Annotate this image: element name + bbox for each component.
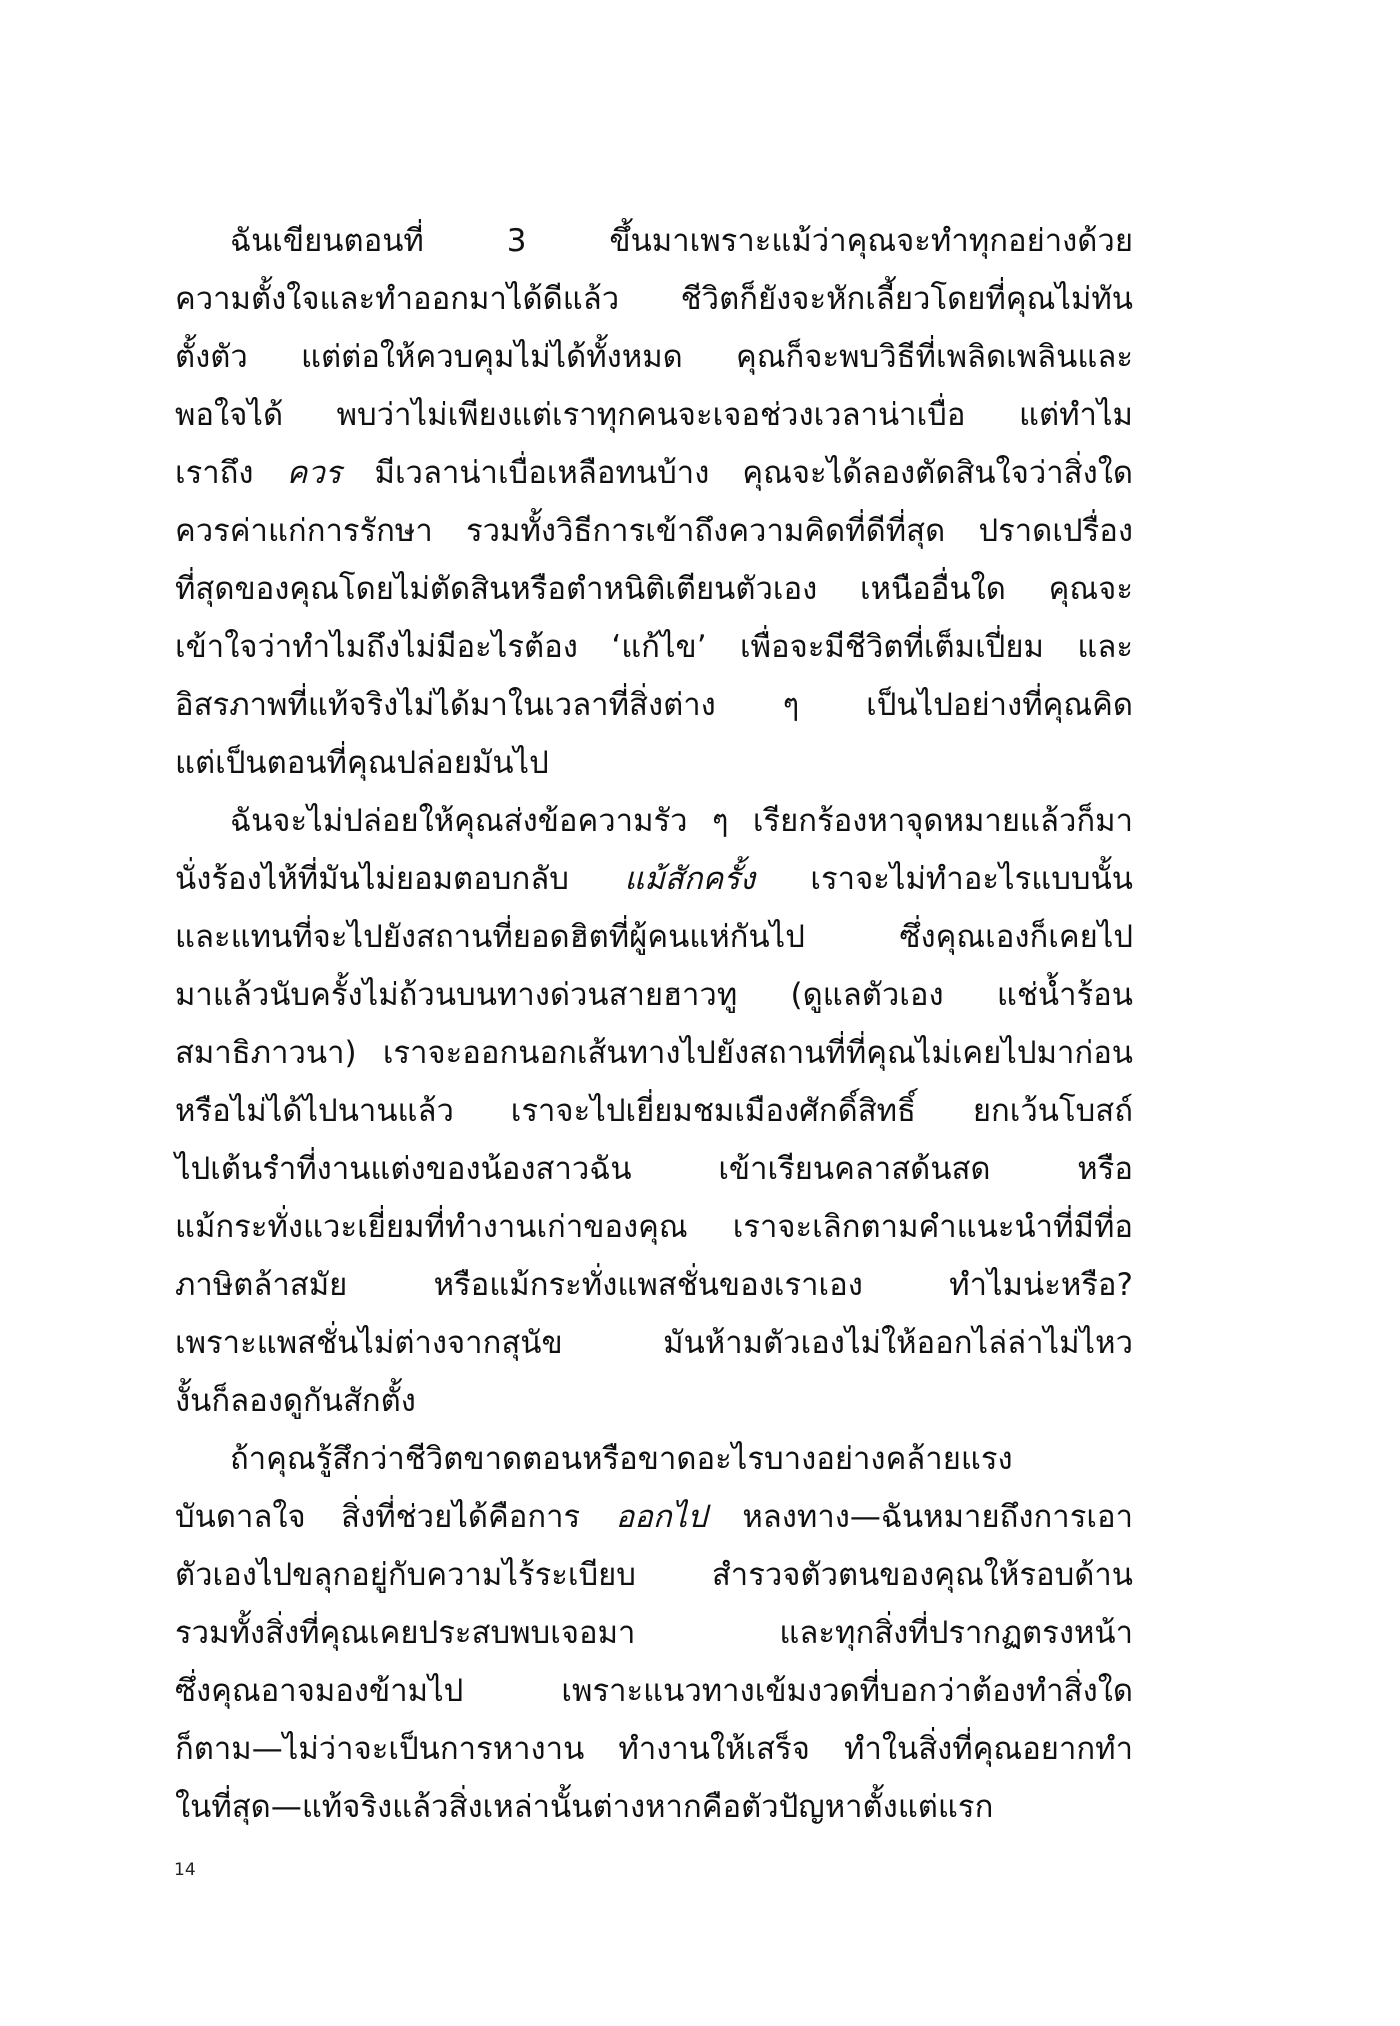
text-segment: ก็ตาม—ไม่ว่าจะเป็นการหางาน ทำงานให้เสร็จ ทำในสิ่งที่คุณอยากทำ: [175, 1731, 1133, 1767]
text-segment: ภาษิตล้าสมัย หรือแม้กระทั่งแพสชั่นของเราเอง ทำไมน่ะหรือ?: [175, 1267, 1133, 1303]
text-line: [175, 386, 1133, 444]
text-line: [175, 966, 1133, 1024]
text-segment: พอใจได้ พบว่าไม่เพียงแต่เราทุกคนจะเจอช่วงเวลาน่าเบื่อ แต่ทำไม: [175, 397, 1133, 433]
text-segment: ที่สุดของคุณโดยไม่ตัดสินหรือตำหนิติเตียนตัวเอง เหนืออื่นใด คุณจะ: [175, 571, 1133, 607]
text-line: [175, 1430, 1133, 1488]
text-segment: สมาธิภาวนา) เราจะออกนอกเส้นทางไปยังสถานที่ที่คุณไม่เคยไปมาก่อน: [175, 1035, 1133, 1071]
body-text: [175, 212, 1133, 1836]
text-line: [175, 1546, 1133, 1604]
text-segment: เราถึง: [175, 455, 287, 491]
text-segment: เข้าใจว่าทำไมถึงไม่มีอะไรต้อง ‘แก้ไข’ เพื่อจะมีชีวิตที่เต็มเปี่ยม และ: [175, 629, 1133, 665]
text-line: [175, 792, 1133, 850]
text-line: [175, 1720, 1133, 1778]
text-line: [175, 676, 1133, 734]
page-number: 14: [174, 1860, 196, 1880]
text-line: [175, 1662, 1133, 1720]
text-segment: ตัวเองไปขลุกอยู่กับความไร้ระเบียบ สำรวจตัวตนของคุณให้รอบด้าน: [175, 1557, 1133, 1593]
emphasis-text: แม้สักครั้ง: [624, 861, 755, 897]
text-line: [175, 270, 1133, 328]
text-line: [175, 444, 1133, 502]
text-line: [175, 734, 1133, 792]
text-line: [175, 212, 1133, 270]
text-line: [175, 908, 1133, 966]
text-segment: และแทนที่จะไปยังสถานที่ยอดฮิตที่ผู้คนแห่กันไป ซึ่งคุณเองก็เคยไป: [175, 919, 1133, 955]
paragraph-3: [175, 1430, 1133, 1836]
text-line: [175, 1778, 1133, 1836]
text-segment: ตั้งตัว แต่ต่อให้ควบคุมไม่ได้ทั้งหมด คุณก็จะพบวิธีที่เพลิดเพลินและ: [175, 339, 1133, 375]
text-line: [175, 850, 1133, 908]
text-line: [175, 1140, 1133, 1198]
text-segment: แม้กระทั่งแวะเยี่ยมที่ทำงานเก่าของคุณ เราจะเลิกตามคำแนะนำที่มีที่อ: [175, 1209, 1133, 1245]
text-line: [175, 560, 1133, 618]
text-segment: เราจะไม่ทำอะไรแบบนั้น: [755, 861, 1133, 897]
text-segment: มาแล้วนับครั้งไม่ถ้วนบนทางด่วนสายฮาวทู (ดูแลตัวเอง แช่น้ำร้อน: [175, 977, 1133, 1013]
text-segment: หลงทาง—ฉันหมายถึงการเอา: [706, 1499, 1133, 1535]
text-segment: งั้นก็ลองดูกันสักตั้ง: [175, 1383, 416, 1419]
text-segment: ความตั้งใจและทำออกมาได้ดีแล้ว ชีวิตก็ยังจะหักเลี้ยวโดยที่คุณไม่ทัน: [175, 281, 1133, 317]
text-line: [175, 1256, 1133, 1314]
text-segment: ไปเต้นรำที่งานแต่งของน้องสาวฉัน เข้าเรียนคลาสด้นสด หรือ: [175, 1151, 1133, 1187]
text-segment: รวมทั้งสิ่งที่คุณเคยประสบพบเจอมา และทุกสิ่งที่ปรากฏตรงหน้า: [175, 1615, 1133, 1651]
emphasis-text: ควร: [286, 455, 342, 491]
text-segment: แต่เป็นตอนที่คุณปล่อยมันไป: [175, 745, 549, 781]
text-line: [175, 1604, 1133, 1662]
text-line: [175, 1024, 1133, 1082]
text-segment: เพราะแพสชั่นไม่ต่างจากสุนัข มันห้ามตัวเองไม่ให้ออกไล่ล่าไม่ไหว: [175, 1325, 1133, 1361]
text-line: [175, 1198, 1133, 1256]
text-segment: อิสรภาพที่แท้จริงไม่ได้มาในเวลาที่สิ่งต่าง ๆ เป็นไปอย่างที่คุณคิด: [175, 687, 1133, 723]
text-segment: บันดาลใจ สิ่งที่ช่วยได้คือการ: [175, 1499, 616, 1535]
emphasis-text: ออกไป: [615, 1499, 707, 1535]
text-segment: ฉันจะไม่ปล่อยให้คุณส่งข้อความรัว ๆ เรียกร้องหาจุดหมายแล้วก็มา: [230, 803, 1133, 839]
text-segment: ถ้าคุณรู้สึกว่าชีวิตขาดตอนหรือขาดอะไรบางอย่างคล้ายแรง: [230, 1441, 1013, 1477]
text-line: [175, 502, 1133, 560]
text-line: [175, 1082, 1133, 1140]
text-segment: มีเวลาน่าเบื่อเหลือทนบ้าง คุณจะได้ลองตัดสินใจว่าสิ่งใด: [341, 455, 1133, 491]
text-line: [175, 1372, 1133, 1430]
text-segment: หรือไม่ได้ไปนานแล้ว เราจะไปเยี่ยมชมเมืองศักดิ์สิทธิ์ ยกเว้นโบสถ์: [175, 1093, 1133, 1129]
paragraph-1: [175, 212, 1133, 792]
text-segment: ในที่สุด—แท้จริงแล้วสิ่งเหล่านั้นต่างหากคือตัวปัญหาตั้งแต่แรก: [175, 1789, 994, 1825]
paragraph-2: [175, 792, 1133, 1430]
text-segment: นั่งร้องไห้ที่มันไม่ยอมตอบกลับ: [175, 861, 625, 897]
text-segment: ควรค่าแก่การรักษา รวมทั้งวิธีการเข้าถึงความคิดที่ดีที่สุด ปราดเปรื่อง: [175, 513, 1133, 549]
text-segment: ซึ่งคุณอาจมองข้ามไป เพราะแนวทางเข้มงวดที่บอกว่าต้องทำสิ่งใด: [175, 1673, 1133, 1709]
text-line: [175, 328, 1133, 386]
text-line: [175, 618, 1133, 676]
text-line: [175, 1488, 1133, 1546]
text-line: [175, 1314, 1133, 1372]
text-segment: ฉันเขียนตอนที่ 3 ขึ้นมาเพราะแม้ว่าคุณจะทำทุกอย่างด้วย: [230, 223, 1133, 259]
